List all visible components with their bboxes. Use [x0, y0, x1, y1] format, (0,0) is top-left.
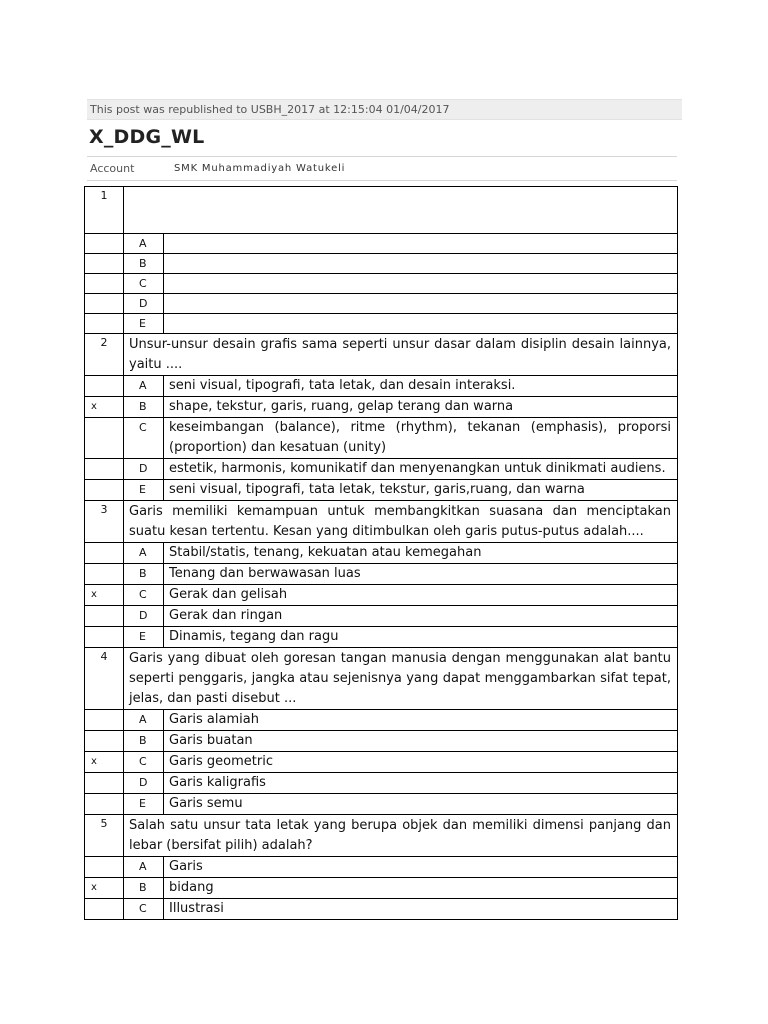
option-text: Dinamis, tegang dan ragu: [164, 627, 678, 648]
option-row: [85, 752, 678, 773]
option-letter: B: [124, 564, 164, 585]
question-text: Unsur-unsur desain grafis sama seperti unsur dasar dalam disiplin desain lainnya, yaitu ....: [124, 334, 678, 376]
post-title: X_DDG_WL: [89, 126, 205, 148]
option-text: Garis geometric: [164, 752, 678, 773]
question-number: 4: [85, 648, 124, 710]
option-letter: B: [124, 731, 164, 752]
account-label: Account: [90, 162, 135, 175]
option-row: [85, 397, 678, 418]
option-row: [85, 418, 678, 459]
account-value: SMK Muhammadiyah Watukeli: [174, 163, 346, 174]
option-letter: B: [124, 878, 164, 899]
divider: [87, 156, 677, 157]
question-number: 1: [85, 187, 124, 234]
question-row: [85, 187, 678, 234]
option-letter: A: [124, 710, 164, 731]
option-row: [85, 543, 678, 564]
answer-mark: [85, 564, 124, 585]
answer-mark: [85, 314, 124, 334]
option-row: [85, 794, 678, 815]
answer-mark: x: [85, 585, 124, 606]
option-row: [85, 294, 678, 314]
option-text: Gerak dan ringan: [164, 606, 678, 627]
option-row: [85, 710, 678, 731]
option-letter: A: [124, 234, 164, 254]
option-text: Tenang dan berwawasan luas: [164, 564, 678, 585]
option-letter: C: [124, 418, 164, 459]
option-letter: B: [124, 254, 164, 274]
answer-mark: x: [85, 397, 124, 418]
answer-mark: [85, 418, 124, 459]
option-letter: D: [124, 773, 164, 794]
option-text: [164, 274, 678, 294]
question-row: [85, 815, 678, 857]
republish-notice: This post was republished to USBH_2017 at 12:15:04 01/04/2017: [87, 99, 682, 120]
option-row: [85, 899, 678, 920]
answer-mark: x: [85, 752, 124, 773]
question-row: [85, 648, 678, 710]
answer-mark: [85, 606, 124, 627]
option-row: [85, 459, 678, 480]
option-letter: D: [124, 606, 164, 627]
option-text: Illustrasi: [164, 899, 678, 920]
option-letter: C: [124, 899, 164, 920]
option-text: Garis alamiah: [164, 710, 678, 731]
answer-mark: [85, 274, 124, 294]
option-text: [164, 254, 678, 274]
option-letter: D: [124, 294, 164, 314]
answer-mark: [85, 543, 124, 564]
option-letter: A: [124, 376, 164, 397]
option-text: Stabil/statis, tenang, kekuatan atau kemegahan: [164, 543, 678, 564]
answer-mark: x: [85, 878, 124, 899]
option-text: seni visual, tipografi, tata letak, tekstur, garis,ruang, dan warna: [164, 480, 678, 501]
option-text: shape, tekstur, garis, ruang, gelap terang dan warna: [164, 397, 678, 418]
option-text: seni visual, tipografi, tata letak, dan desain interaksi.: [164, 376, 678, 397]
answer-mark: [85, 376, 124, 397]
question-number: 2: [85, 334, 124, 376]
option-letter: D: [124, 459, 164, 480]
question-number: 5: [85, 815, 124, 857]
option-row: [85, 857, 678, 878]
option-row: [85, 314, 678, 334]
option-letter: E: [124, 480, 164, 501]
option-text: bidang: [164, 878, 678, 899]
quiz-table: [84, 186, 678, 920]
option-letter: E: [124, 627, 164, 648]
question-text: Salah satu unsur tata letak yang berupa objek dan memiliki dimensi panjang dan lebar (bersifat pilih) adalah?: [124, 815, 678, 857]
option-text: keseimbangan (balance), ritme (rhythm), tekanan (emphasis), proporsi (proportion) dan kesatuan (unity): [164, 418, 678, 459]
option-letter: E: [124, 794, 164, 815]
option-row: [85, 480, 678, 501]
question-text: [124, 187, 678, 234]
option-text: [164, 294, 678, 314]
option-letter: B: [124, 397, 164, 418]
answer-mark: [85, 480, 124, 501]
option-text: Garis: [164, 857, 678, 878]
answer-mark: [85, 710, 124, 731]
option-text: estetik, harmonis, komunikatif dan menyenangkan untuk dinikmati audiens.: [164, 459, 678, 480]
option-row: [85, 234, 678, 254]
answer-mark: [85, 857, 124, 878]
option-text: Garis semu: [164, 794, 678, 815]
answer-mark: [85, 294, 124, 314]
option-row: [85, 564, 678, 585]
answer-mark: [85, 234, 124, 254]
answer-mark: [85, 731, 124, 752]
option-row: [85, 274, 678, 294]
option-row: [85, 878, 678, 899]
question-text: Garis yang dibuat oleh goresan tangan manusia dengan menggunakan alat bantu seperti penggaris, jangka atau sejenisnya yang dapat menggambarkan sifat tepat, jelas, dan pasti disebut ...: [124, 648, 678, 710]
option-letter: A: [124, 543, 164, 564]
option-text: Garis buatan: [164, 731, 678, 752]
option-row: [85, 376, 678, 397]
option-letter: A: [124, 857, 164, 878]
option-row: [85, 606, 678, 627]
option-row: [85, 585, 678, 606]
option-letter: C: [124, 585, 164, 606]
option-text: Gerak dan gelisah: [164, 585, 678, 606]
question-row: [85, 501, 678, 543]
divider: [87, 180, 677, 181]
answer-mark: [85, 899, 124, 920]
option-text: [164, 314, 678, 334]
question-number: 3: [85, 501, 124, 543]
question-text: Garis memiliki kemampuan untuk membangkitkan suasana dan menciptakan suatu kesan tertentu. Kesan yang ditimbulkan oleh garis putus-putus adalah....: [124, 501, 678, 543]
option-text: [164, 234, 678, 254]
option-letter: E: [124, 314, 164, 334]
answer-mark: [85, 627, 124, 648]
answer-mark: [85, 773, 124, 794]
question-row: [85, 334, 678, 376]
option-row: [85, 254, 678, 274]
option-row: [85, 627, 678, 648]
option-letter: C: [124, 274, 164, 294]
option-text: Garis kaligrafis: [164, 773, 678, 794]
option-row: [85, 731, 678, 752]
answer-mark: [85, 794, 124, 815]
option-letter: C: [124, 752, 164, 773]
answer-mark: [85, 254, 124, 274]
answer-mark: [85, 459, 124, 480]
option-row: [85, 773, 678, 794]
